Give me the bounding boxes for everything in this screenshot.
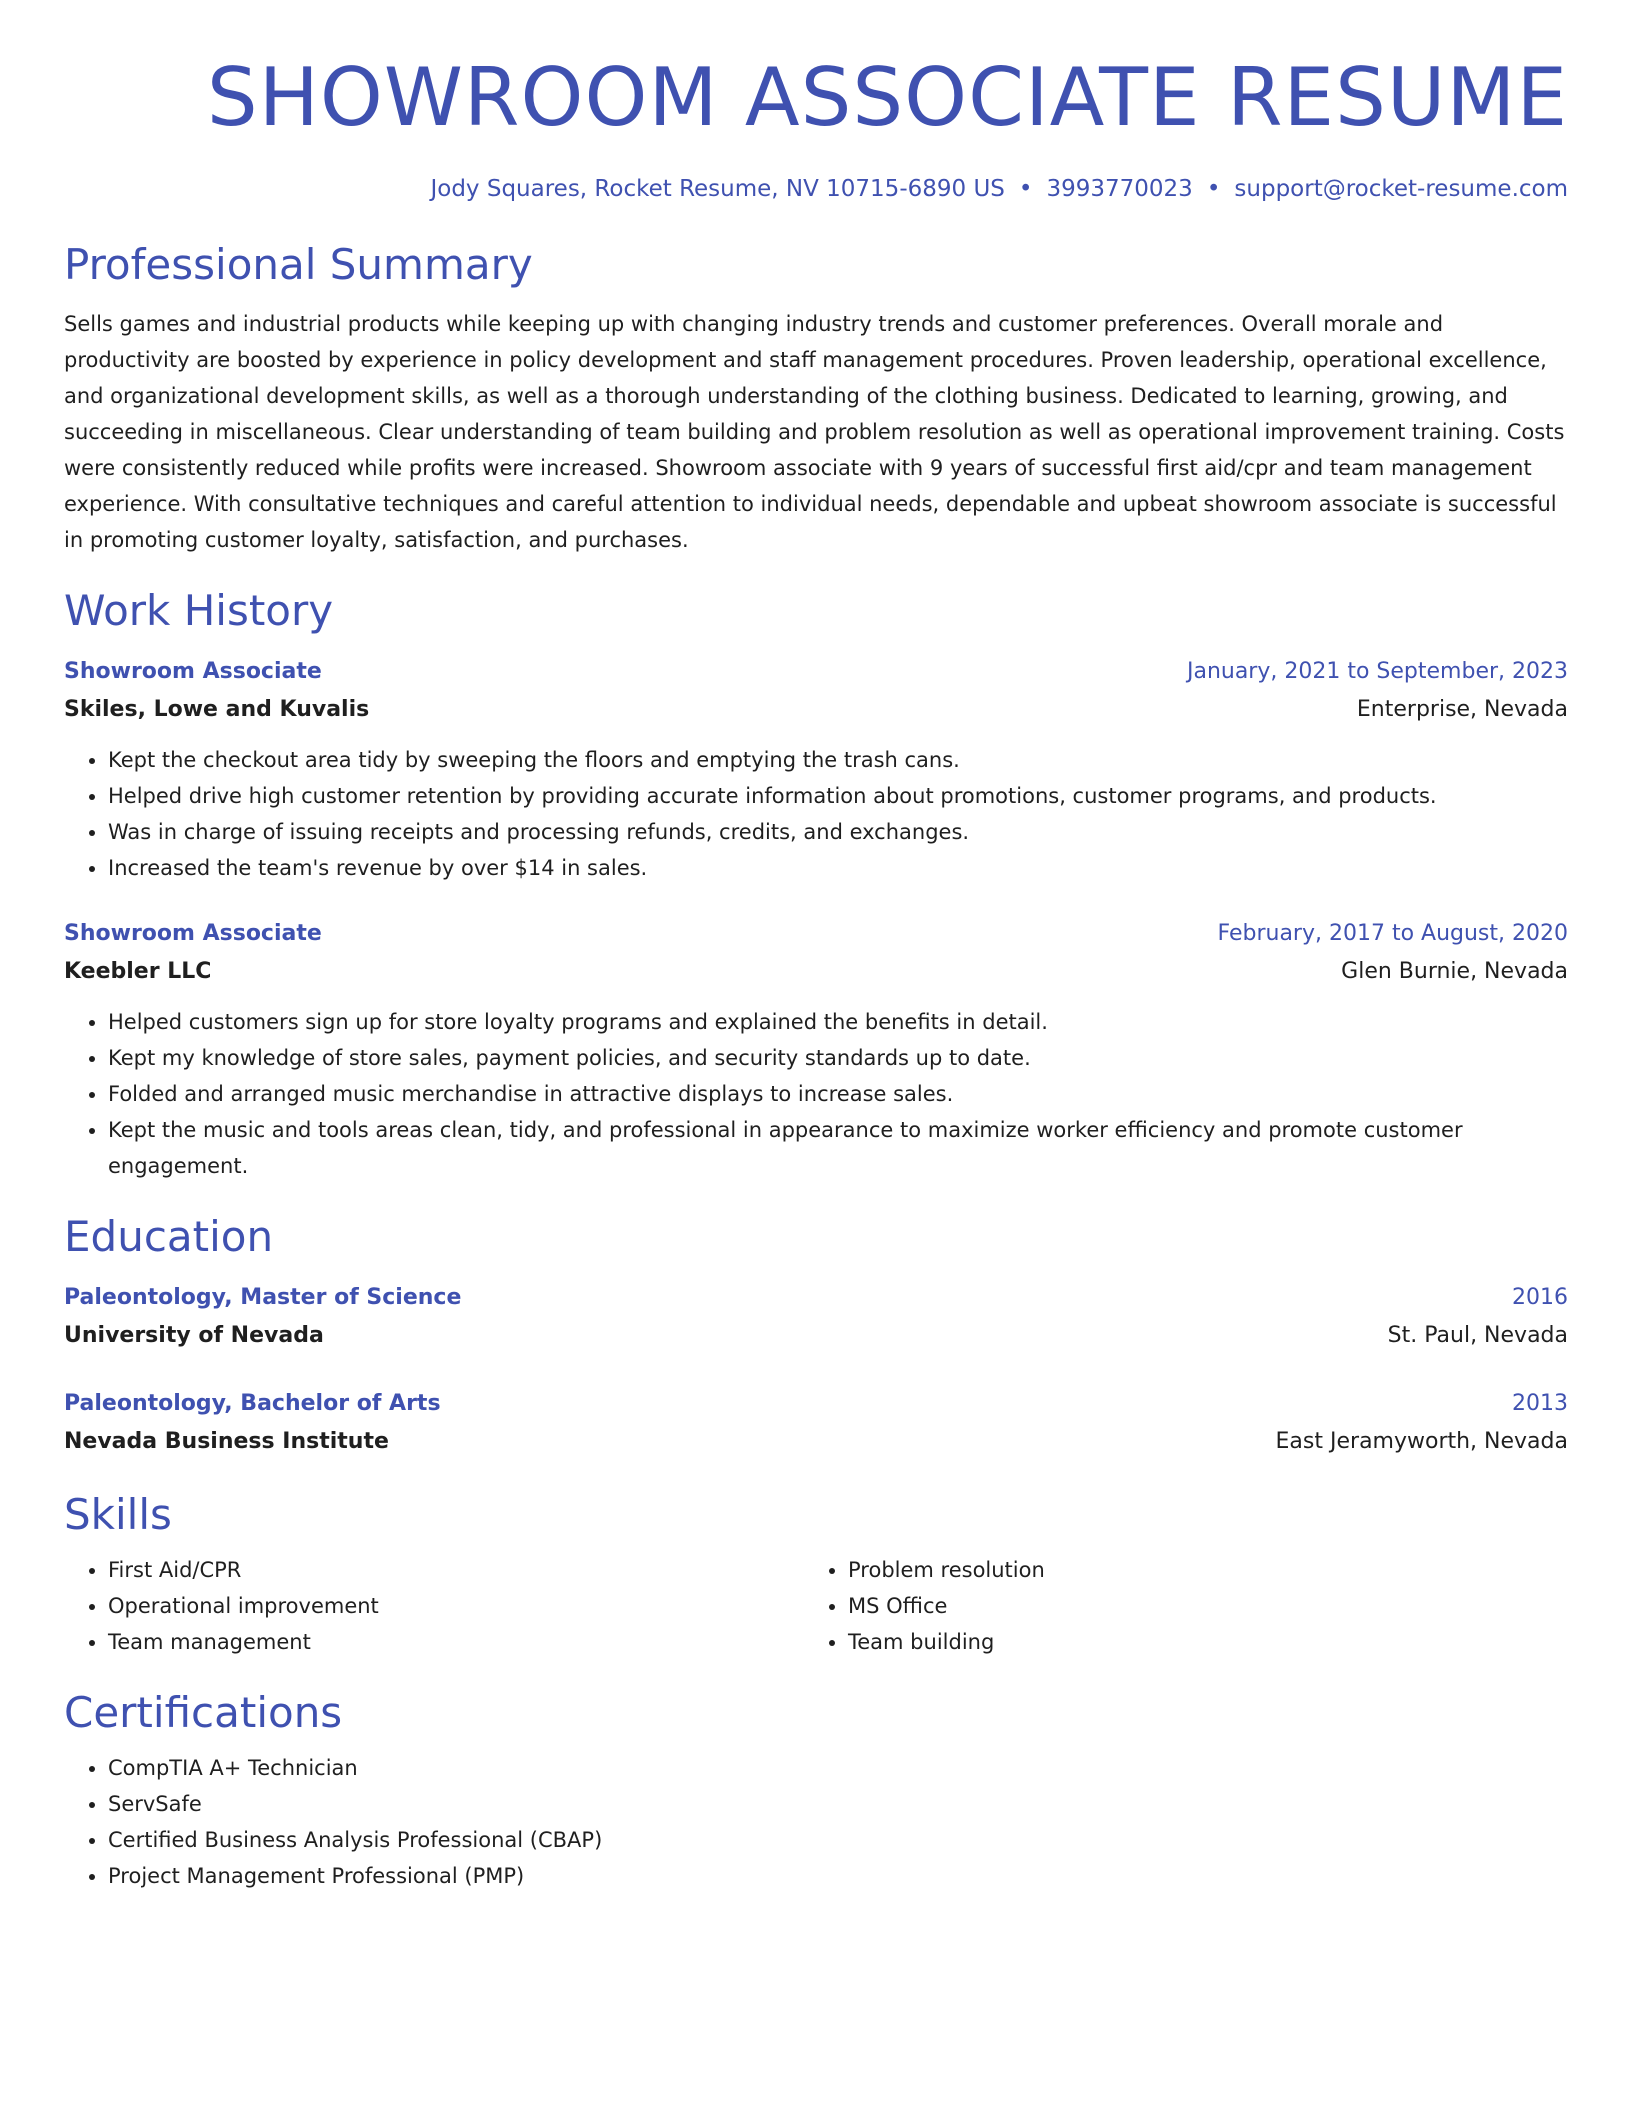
- education-year: 2016: [1512, 1285, 1568, 1310]
- job-bullet: • Helped drive high customer retention by providing accurate information about promotions, customer programs, and products.: [108, 778, 1568, 814]
- contact-phone: 3993770023: [1046, 176, 1193, 202]
- education-school: Nevada Business Institute: [64, 1429, 389, 1454]
- education-entry: [64, 1386, 1568, 1462]
- job-bullets: [64, 742, 1568, 886]
- summary-heading: Professional Summary: [64, 240, 533, 289]
- certification-item: • Certified Business Analysis Professional (CBAP): [108, 1822, 1568, 1858]
- education-section: [64, 1212, 1568, 1462]
- job-location: Glen Burnie, Nevada: [1341, 959, 1568, 984]
- certification-item: • ServSafe: [108, 1786, 1568, 1822]
- skill-item: • MS Office: [848, 1588, 1544, 1624]
- certification-item: • CompTIA A+ Technician: [108, 1750, 1568, 1786]
- education-year: 2013: [1512, 1391, 1568, 1416]
- contact-email: support@rocket-resume.com: [1234, 176, 1568, 202]
- resume-title: SHOWROOM ASSOCIATE RESUME: [206, 51, 1568, 144]
- education-degree: Paleontology, Master of Science: [64, 1285, 462, 1310]
- job-entry: [64, 916, 1568, 1184]
- skill-item: • Problem resolution: [848, 1552, 1544, 1588]
- job-dates: January, 2021 to September, 2023: [1186, 659, 1568, 684]
- education-degree: Paleontology, Bachelor of Arts: [64, 1391, 441, 1416]
- skills-column-left: [64, 1552, 804, 1660]
- contact-separator: •: [1206, 176, 1221, 202]
- job-dates: February, 2017 to August, 2020: [1217, 921, 1568, 946]
- education-school: University of Nevada: [64, 1323, 324, 1348]
- job-bullet: • Helped customers sign up for store loyalty programs and explained the benefits in detail.: [108, 1004, 1568, 1040]
- education-entry: [64, 1280, 1568, 1356]
- job-company: Keebler LLC: [64, 959, 212, 984]
- job-bullets: [64, 1004, 1568, 1184]
- certifications-section: [64, 1688, 1568, 1894]
- job-company: Skiles, Lowe and Kuvalis: [64, 697, 370, 722]
- skills-section: [64, 1490, 1568, 1660]
- skills-columns: [64, 1552, 1568, 1660]
- job-bullet: • Kept the music and tools areas clean, tidy, and professional in appearance to maximize worker efficiency and promote customer engagement.: [108, 1112, 1568, 1184]
- certifications-heading: Certifications: [64, 1688, 343, 1737]
- skill-item: • First Aid/CPR: [108, 1552, 804, 1588]
- education-location: St. Paul, Nevada: [1387, 1323, 1568, 1348]
- skills-heading: Skills: [64, 1490, 172, 1539]
- contact-address: Jody Squares, Rocket Resume, NV 10715-6890 US: [430, 176, 1005, 202]
- job-title: Showroom Associate: [64, 921, 322, 946]
- skill-item: • Team management: [108, 1624, 804, 1660]
- job-bullet: • Increased the team's revenue by over $14 in sales.: [108, 850, 1568, 886]
- job-bullet: • Was in charge of issuing receipts and processing refunds, credits, and exchanges.: [108, 814, 1568, 850]
- job-entry: [64, 654, 1568, 886]
- job-title: Showroom Associate: [64, 659, 322, 684]
- skills-column-right: [804, 1552, 1544, 1660]
- certification-item: • Project Management Professional (PMP): [108, 1858, 1568, 1894]
- job-bullet: • Kept my knowledge of store sales, payment policies, and security standards up to date.: [108, 1040, 1568, 1076]
- work-history-section: [64, 586, 1568, 1184]
- job-location: Enterprise, Nevada: [1356, 697, 1568, 722]
- contact-separator: •: [1018, 176, 1033, 202]
- job-bullet: • Kept the checkout area tidy by sweeping the floors and emptying the trash cans.: [108, 742, 1568, 778]
- certifications-list: [64, 1750, 1568, 1894]
- summary-text: Sells games and industrial products while keeping up with changing industry trends and customer preferences. Overall morale and productivity are boosted by experience in policy development and staff management procedures. Proven leadership, operational excellence, and organizational development skills, as well as a thorough understanding of the clothing business. Dedicated to learning, growing, and succeeding in miscellaneous. Clear understanding of team building and problem resolution as well as operational improvement training. Costs were consistently reduced while profits were increased. Showroom associate with 9 years of successful first aid/cpr and team management experience. With consultative techniques and careful attention to individual needs, dependable and upbeat showroom associate is successful in promoting customer loyalty, satisfaction, and purchases.: [64, 312, 1565, 552]
- skill-item: • Operational improvement: [108, 1588, 804, 1624]
- job-bullet: • Folded and arranged music merchandise in attractive displays to increase sales.: [108, 1076, 1568, 1112]
- skill-item: • Team building: [848, 1624, 1544, 1660]
- education-heading: Education: [64, 1212, 274, 1261]
- work-history-heading: Work History: [64, 586, 334, 635]
- education-location: East Jeramyworth, Nevada: [1275, 1429, 1568, 1454]
- contact-line: [64, 176, 1568, 202]
